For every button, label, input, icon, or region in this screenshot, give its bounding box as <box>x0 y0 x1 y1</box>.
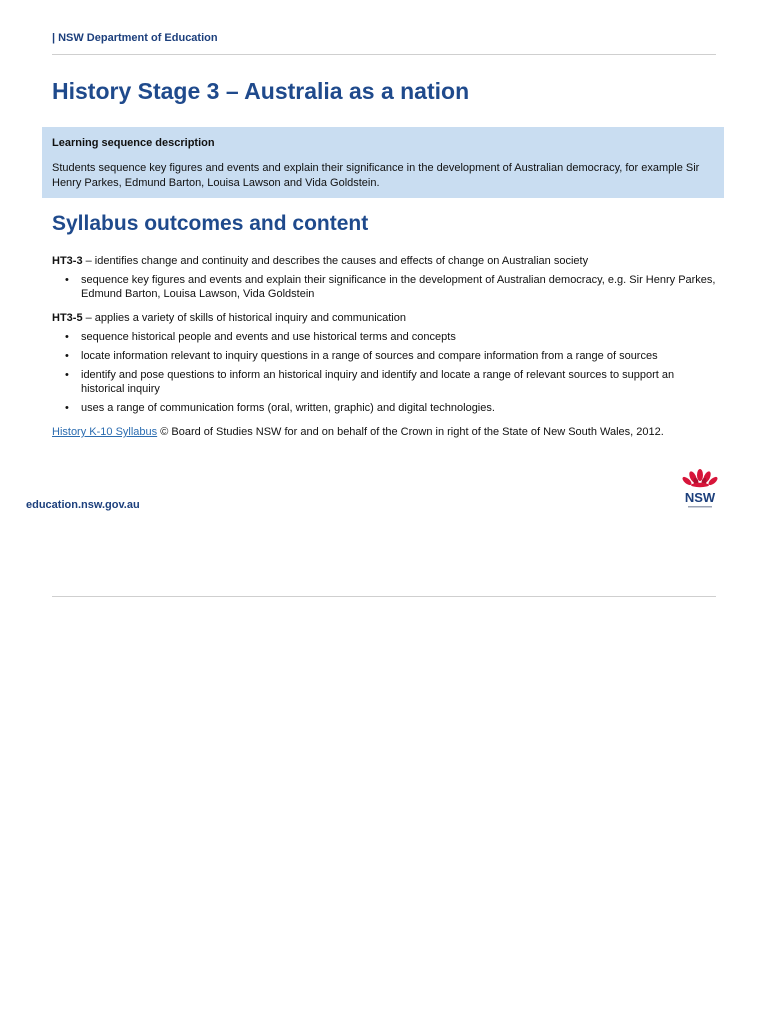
outcome-ht3-3 <box>52 254 720 301</box>
header-org <box>52 32 218 44</box>
list-item: • identify and pose questions to inform an historical inquiry and identify and locate a range of relevant sources to support an historical inquiry <box>81 368 720 396</box>
outcome-code: HT3-3 <box>52 255 83 267</box>
outcomes-list <box>52 254 720 450</box>
header-divider <box>52 54 716 55</box>
outcome-statement <box>52 311 720 325</box>
outcome-text: – identifies change and continuity and describes the causes and effects of change on Australian society <box>82 255 589 267</box>
footer-divider <box>52 596 716 597</box>
copyright-text: © Board of Studies NSW for and on behalf of the Crown in right of the State of New South Wales, 2012. <box>157 426 664 438</box>
footer-url: education.nsw.gov.au <box>26 499 140 511</box>
section-title: Syllabus outcomes and content <box>52 212 369 235</box>
list-item: • uses a range of communication forms (oral, written, graphic) and digital technologies. <box>81 401 720 415</box>
outcome-points <box>52 273 720 301</box>
syllabus-link[interactable]: History K-10 Syllabus <box>52 426 158 438</box>
nsw-government-logo <box>676 466 724 512</box>
outcome-code: HT3-5 <box>52 312 83 324</box>
nsw-waratah-icon <box>681 469 719 487</box>
outcome-points <box>52 330 720 415</box>
list-item: • locate information relevant to inquiry questions in a range of sources and compare information from a range of sources <box>81 349 720 363</box>
logo-text: NSW <box>684 490 716 505</box>
learning-sequence-label: Learning sequence description <box>52 137 215 149</box>
page-title: History Stage 3 – Australia as a nation <box>52 78 470 104</box>
learning-sequence-box <box>42 127 724 198</box>
outcome-statement <box>52 254 720 268</box>
learning-sequence-text: Students sequence key figures and events and explain their significance in the development of Australian democracy, for example Sir Henry Parkes, Edmund Barton, Louisa Lawson and Vida Goldstein. <box>52 162 700 189</box>
outcome-text: – applies a variety of skills of historical inquiry and communication <box>82 312 406 324</box>
logo-tagline-mark <box>688 506 712 508</box>
copyright-notice <box>52 425 720 439</box>
header-bar: | <box>52 32 56 44</box>
header-org-name: NSW Department of Education <box>58 32 218 44</box>
outcome-ht3-5 <box>52 311 720 415</box>
list-item: • sequence key figures and events and explain their significance in the development of Australian democracy, e.g. Sir Henry Parkes, Edmund Barton, Louisa Lawson, Vida Goldstein <box>81 273 720 301</box>
list-item: • sequence historical people and events and use historical terms and concepts <box>81 330 720 344</box>
